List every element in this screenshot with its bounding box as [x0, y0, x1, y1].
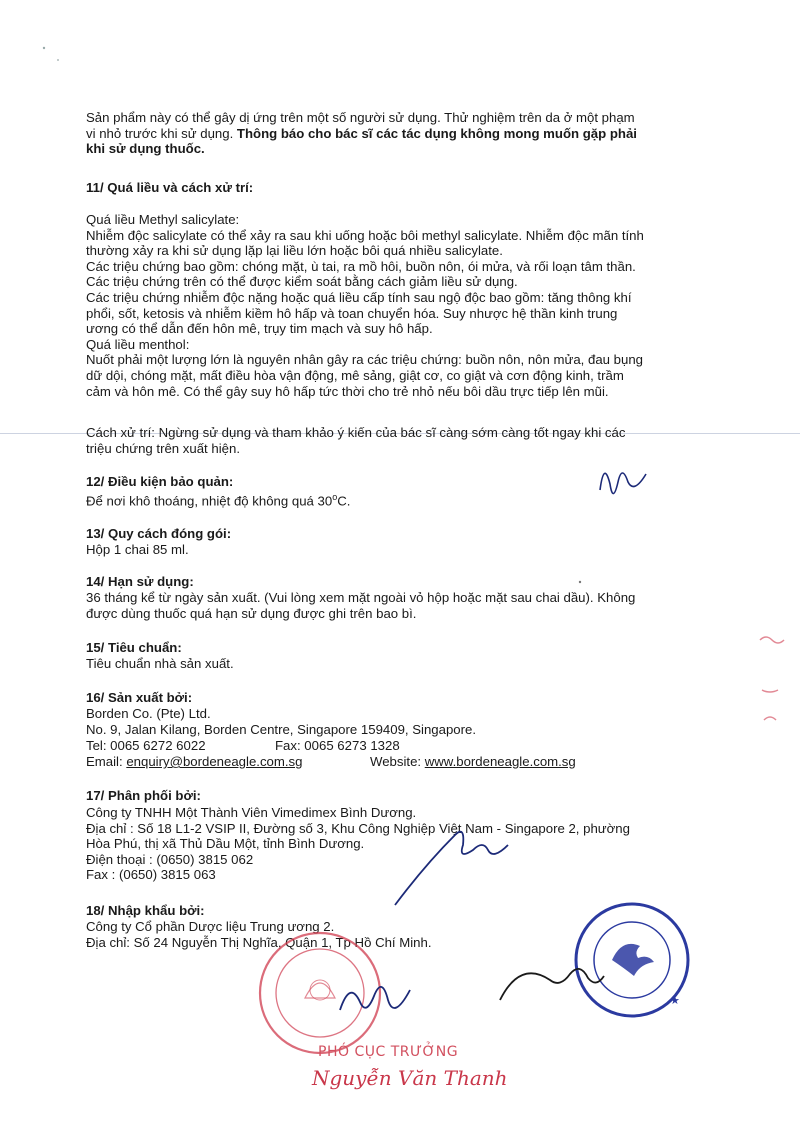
s11-line: Các triệu chứng bao gồm: chóng mặt, ù tai, ra mồ hôi, buồn nôn, ói mửa, và rối loạn tâm thần.	[86, 258, 636, 274]
s11-line: Quá liều Methyl salicylate:	[86, 212, 240, 227]
s14-line: 36 tháng kể từ ngày sản xuất. (Vui lòng xem mặt ngoài vỏ hộp hoặc mặt sau chai dầu). Không	[86, 590, 636, 605]
section-15-heading: 15/ Tiêu chuẩn:	[86, 640, 182, 655]
intro-line-bold: Thông báo cho bác sĩ các tác dụng không mong muốn gặp phải	[236, 125, 637, 141]
s11-line: cảm và hôn mê. Có thể gây suy hô hấp tức thời cho trẻ nhỏ nếu bôi dầu trực tiếp lên mũi.	[86, 383, 609, 399]
treatment-line: Cách xử trí: Ngừng sử dụng và tham khảo ý kiến của bác sĩ càng sớm càng tốt ngay khi các	[86, 425, 626, 440]
email-link[interactable]: enquiry@bordeneagle.com.sg	[126, 754, 303, 769]
storage-unit: C.	[337, 493, 351, 509]
website-link[interactable]: www.bordeneagle.com.sg	[424, 754, 576, 769]
section-13-heading: 13/ Quy cách đóng gói:	[86, 526, 232, 541]
s17-line: Địa chỉ : Số 18 L1-2 VSIP II, Đường số 3, Khu Công Nghiệp Việt Nam - Singapore 2, phường	[86, 820, 630, 836]
section-11-heading: 11/ Quá liều và cách xử trí:	[86, 180, 254, 195]
manufacturer-name: Borden Co. (Pte) Ltd.	[86, 706, 211, 721]
s17-line: Fax : (0650) 3815 063	[86, 867, 216, 883]
section-16-heading: 16/ Sản xuất bởi:	[86, 690, 193, 705]
s17-line: Điện thoại : (0650) 3815 062	[86, 851, 254, 867]
s11-line: Các triệu chứng trên có thể được kiểm soát bằng cách giảm liều sử dụng.	[86, 274, 518, 290]
s11-line: thường xảy ra khi sử dụng lặp lại liều lớn hoặc bôi quá nhiều salicylate.	[86, 243, 503, 259]
intro-line-normal: vi nhỏ trước khi sử dụng.	[86, 125, 237, 141]
intro-line-bold: khi sử dụng thuốc.	[86, 141, 205, 157]
intro-line: Sản phẩm này có thể gây dị ứng trên một số người sử dụng. Thử nghiệm trên da ở một phạm	[86, 110, 635, 125]
official-title: PHÓ CỤC TRƯỞNG	[318, 1044, 459, 1060]
section-12-heading: 12/ Điều kiện bảo quản:	[86, 474, 234, 489]
manufacturer-tel: Tel: 0065 6272 6022	[86, 738, 206, 753]
official-name: Nguyễn Văn Thanh	[312, 1066, 508, 1090]
s11-line: Nhiễm độc salicylate có thể xảy ra sau khi uống hoặc bôi methyl salicylate. Nhiễm độc mãn tính	[86, 227, 644, 243]
svg-text:★: ★	[670, 994, 680, 1007]
s18-line: Công ty Cổ phần Dược liệu Trung ương 2.	[86, 919, 335, 934]
section-15-text: Tiêu chuẩn nhà sản xuất.	[86, 656, 234, 671]
s11-line: Các triệu chứng nhiễm độc nặng hoặc quá liều cấp tính sau ngộ độc bao gồm: tăng thông khí	[86, 289, 632, 305]
s11-line: dữ dội, chóng mặt, mất điều hòa vận động, mê sảng, giật cơ, co giật và cơn động kinh, trầm	[86, 367, 624, 383]
storage-text: Để nơi khô thoáng, nhiệt độ không quá 30	[86, 493, 333, 509]
manufacturer-address: No. 9, Jalan Kilang, Borden Centre, Singapore 159409, Singapore.	[86, 722, 477, 737]
s17-line: Công ty TNHH Một Thành Viên Vimedimex Bình Dương.	[86, 805, 417, 820]
section-17-heading: 17/ Phân phối bởi:	[86, 788, 201, 803]
email-label: Email:	[86, 754, 127, 769]
section-13-text: Hộp 1 chai 85 ml.	[86, 542, 189, 557]
s11-line: ương có thể dẫn đến hôn mê, trụy tim mạch và suy hô hấp.	[86, 321, 433, 337]
s17-line: Hòa Phú, thị xã Thủ Dầu Một, tỉnh Bình Dương.	[86, 836, 365, 852]
s18-line: Địa chỉ: Số 24 Nguyễn Thị Nghĩa, Quận 1, Tp Hồ Chí Minh.	[86, 934, 432, 950]
treatment-line: triệu chứng trên xuất hiện.	[86, 440, 240, 456]
section-18-heading: 18/ Nhập khẩu bởi:	[86, 903, 205, 918]
manufacturer-fax: Fax: 0065 6273 1328	[275, 738, 400, 753]
s11-line: phổi, sốt, ketosis và nhiễm kiềm hô hấp và toan chuyển hóa. Suy nhược hệ thần kinh trung	[86, 305, 618, 321]
section-14-heading: 14/ Hạn sử dụng:	[86, 574, 194, 589]
website-label: Website:	[370, 754, 425, 769]
degree-sign: o	[332, 492, 338, 502]
s11-line: Nuốt phải một lượng lớn là nguyên nhân gây ra các triệu chứng: buồn nôn, nôn mửa, đau bụng	[86, 352, 643, 368]
s11-line: Quá liều menthol:	[86, 336, 190, 352]
s14-line: được dùng thuốc quá hạn sử dụng được ghi trên bao bì.	[86, 605, 417, 621]
